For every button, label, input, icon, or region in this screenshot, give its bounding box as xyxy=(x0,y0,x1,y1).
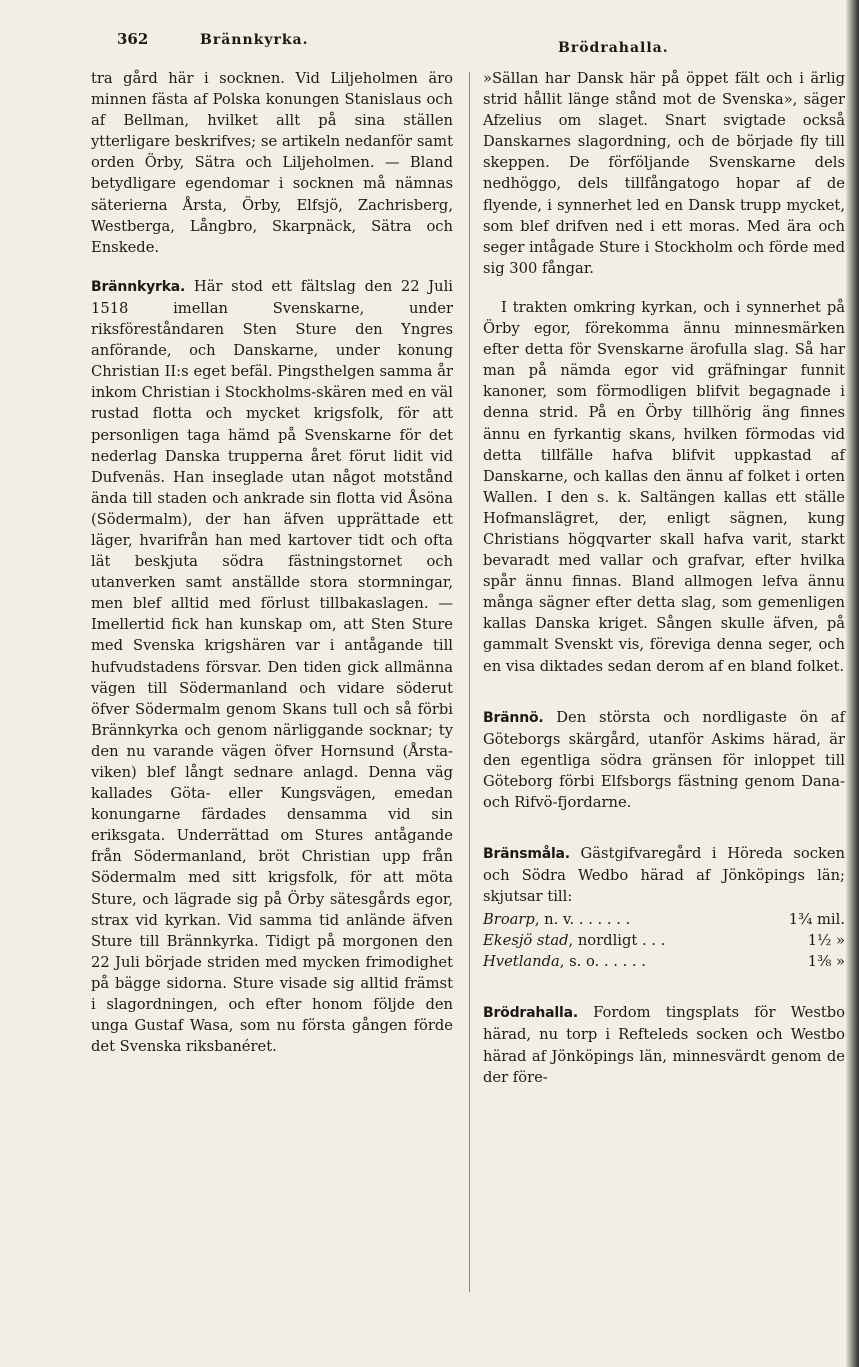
distance-row xyxy=(483,909,845,930)
bransmala-entry-head: Bränsmåla. xyxy=(483,846,570,863)
distance-table xyxy=(483,909,845,972)
right-column xyxy=(483,68,845,1088)
left-running-head: Brännkyrka. xyxy=(200,32,309,48)
distance-direction: , s. o. . . . . . xyxy=(559,953,646,971)
distance-value: 1¾ mil. xyxy=(788,911,845,929)
branno-entry-text: Den största och nordligaste ön af Göteborgs skärgård, utanför Askims härad, är den egentliga södra gränsen för inloppet till Göteborg förbi Elfsborgs fästning genom Dana- och Rifvö-fjordarne. xyxy=(483,708,846,811)
bransmala-entry-text: Gästgifvaregård i Höreda socken och Södra Wedbo härad af Jönköpings län; skjutsar till: xyxy=(483,845,845,906)
distance-place: Broarp xyxy=(483,911,535,929)
brodrahalla-entry-text: Fordom tingsplats för Westbo härad, nu torp i Refteleds socken och Westbo härad af Jönköpings län, minnesvärdt genom de der före- xyxy=(483,1004,846,1086)
brannkyrka-entry-head: Brännkyrka. xyxy=(91,278,186,295)
distance-value: 1½ » xyxy=(807,932,845,950)
bransmala-entry xyxy=(483,843,845,907)
distance-row xyxy=(483,951,845,972)
page-edge-shadow xyxy=(846,0,859,1367)
right-running-head: Brödrahalla. xyxy=(558,40,669,56)
distance-row xyxy=(483,930,845,951)
brodrahalla-entry-head: Brödrahalla. xyxy=(483,1005,578,1022)
branno-entry-head: Brännö. xyxy=(483,709,544,726)
intro-paragraph: tra gård här i socknen. Vid Liljeholmen äro minnen fästa af Polska konungen Stanislaus och af Bellman, hvilket allt på sina ställen ytterligare beskrifves; se artikeln nedanför samt orden Örby, Sätra och Liljeholmen. — Bland betydligare egendomar i socknen må nämnas säterierna Årsta, Örby, Elfsjö, Zachrisberg, Westberga, Långbro, Skarpnäck, Sätra och Enskede. xyxy=(91,70,453,256)
distance-place: Ekesjö stad xyxy=(483,932,569,950)
page-number: 362 xyxy=(117,30,149,48)
distance-direction: , n. v. . . . . . . xyxy=(534,911,631,929)
brannkyrka-entry-text: Här stod ett fältslag den 22 Juli 1518 imellan Svenskarne, under riksföreståndaren Sten Sture den Yngres anförande, och Danskarne, under konung Christian II:s eget befäl. Pingsthelgen samma år inkom Christian i Stockholms-skären med en väl rustad flotta och mycket krigsfolk, för att personligen taga hämd på Svenskarne för det nederlag Danska trupperna året förut lidit vid Dufvenäs. Han inseglade utan något motstånd ända till staden och ankrade sin flotta vid Åsöna (Södermalm), der han äfven upprättade ett läger, hvarifrån han med kartover tidt och ofta lät beskjuta södra fästningstornet och utanverken samt anställde stora stormningar, men blef alltid med förlust tillbakaslagen. — Imellertid fick han kunskap om, att Sten Sture med Svenska krigshären var i antågande till hufvudstadens försvar. Den tiden gick allmänna vägen till Södermanland och vidare söderut öfver Södermalm genom Skans tull och så förbi Brännkyrka och genom närliggande socknar; ty den nu varande vägen öfver Hornsund (Årsta-viken) blef långt sednare anlagd. Denna väg kallades Göta- eller Kungsvägen, emedan konungarne färdades densamma vid sin eriksgata. Underrättad om Stures antågande från Södermanland, bröt Christian upp från Södermalm med sitt krigsfolk, för att möta Sture, och lägrade sig på Örby sätesgårds egor, strax vid kyrkan. Vid samma tid anlände äfven Sture till Brännkyrka. Tidigt på morgonen den 22 Juli började striden med mycken frimodighet på bägge sidorna. Sture visade sig alltid främst i slagordningen, och efter honom följde den unga Gustaf Wasa, som nu första gången förde det Svenska riksbanéret. xyxy=(91,277,454,1056)
quote-paragraph: »Sällan har Dansk här på öppet fält och i ärlig strid hållit länge stånd mot de Svenska», säger Afzelius om slaget. Snart svigtade också Danskarnes slagordning, och de började fly till skeppen. De förföljande Svenskarne dels nedhöggo, dels tillfångatogo hopar af de flyende, i synnerhet led en Dansk trupp mycket, som blef drifven ned i ett moras. Med ära och seger intågade Sture i Stockholm och förde med sig 300 fångar. xyxy=(483,70,845,277)
brodrahalla-entry xyxy=(483,1002,845,1087)
distance-value: 1⅜ » xyxy=(807,953,845,971)
distance-place: Hvetlanda xyxy=(483,953,560,971)
branno-entry xyxy=(483,707,845,813)
left-column xyxy=(91,68,453,1057)
distance-direction: , nordligt . . . xyxy=(568,932,666,950)
column-divider xyxy=(469,72,470,1292)
brannkyrka-entry xyxy=(91,276,453,1057)
page-header xyxy=(0,30,859,56)
memorial-paragraph: I trakten omkring kyrkan, och i synnerhet på Örby egor, förekomma ännu minnesmärken efter detta för Svenskarne ärofulla slag. Så har man på nämda egor vid gräfningar funnit kanoner, som förmodligen blifvit begagnade i denna strid. På en Örby tillhörig äng finnes ännu en fyrkantig skans, hvilken förmodas vid detta tillfälle hafva blifvit uppkastad af Danskarne, och kallas den ännu af folket i orten Wallen. I den s. k. Saltängen kallas ett ställe Hofmanslägret, der, enligt sägnen, kung Christians högqvarter skall hafva varit, starkt bevaradt med vallar och grafvar, efter hvilka spår ännu finnas. Bland allmogen lefva ännu många sägner efter detta slag, som gemenligen kallas Danska kriget. Sången skulle äfven, på gammalt Svenskt vis, föreviga denna seger, och en visa diktades sedan derom af en bland folket. xyxy=(483,298,845,675)
